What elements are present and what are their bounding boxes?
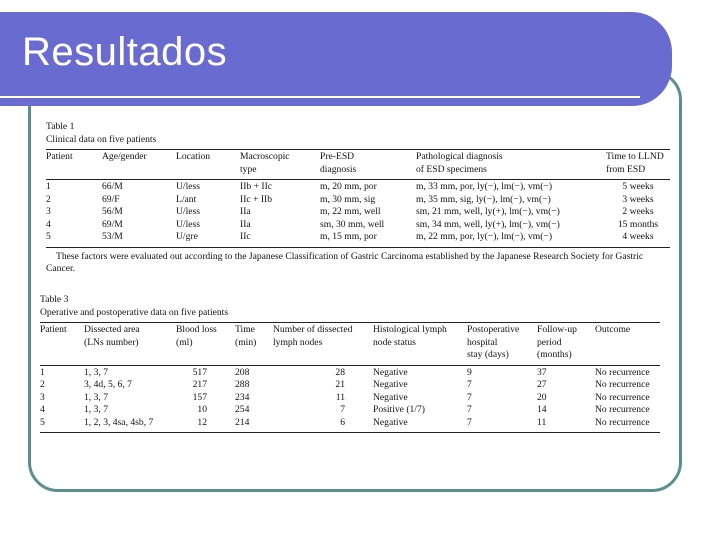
table-3-header: (ml) xyxy=(176,336,193,348)
table-1-header: from ESD xyxy=(606,163,646,175)
table-cell: m, 15 mm, por xyxy=(320,231,377,242)
table-cell: sm, 21 mm, well, ly(+), lm(−), vm(−) xyxy=(416,206,560,217)
title-underline xyxy=(0,96,640,98)
table-cell: U/gre xyxy=(176,231,198,242)
table-1-header: Time to LLND xyxy=(606,151,664,162)
table-3-header: Outcome xyxy=(595,324,631,335)
table-1-header: Age/gender xyxy=(102,151,147,162)
table-cell: m, 33 mm, por, ly(−), lm(−), vm(−) xyxy=(416,181,553,192)
table-cell: IIc + IIb xyxy=(240,193,273,205)
table-cell: 4 xyxy=(40,404,45,415)
table-cell: 7 xyxy=(340,404,345,415)
table-3-header: node status xyxy=(373,336,416,348)
table-cell: 11 xyxy=(335,391,345,403)
table-3-header: Follow-up xyxy=(537,324,577,335)
table-cell: sm, 30 mm, well xyxy=(320,218,385,230)
table-cell: IIa xyxy=(240,218,251,230)
table-cell: 69/F xyxy=(102,193,120,205)
table-cell: Negative xyxy=(373,366,408,378)
table-row xyxy=(40,417,660,430)
table-cell: 15 months xyxy=(617,218,659,230)
table-cell: 20 xyxy=(537,391,547,403)
table-cell: IIb + IIc xyxy=(240,181,273,192)
table-cell: U/less xyxy=(176,218,200,230)
table-cell: IIc xyxy=(240,231,251,242)
table-cell: 3, 4d, 5, 6, 7 xyxy=(84,379,132,390)
table-cell: 217 xyxy=(192,379,207,390)
table-cell: 9 xyxy=(467,366,472,378)
table-cell: 1, 2, 3, 4sa, 4sb, 7 xyxy=(84,416,154,428)
table-3-header: stay (days) xyxy=(467,349,509,360)
table-1-label: Table 1 xyxy=(46,121,75,132)
table-1-body xyxy=(46,181,670,244)
table-3-header: Number of dissected xyxy=(273,324,353,335)
table-3-header: Time xyxy=(235,324,255,335)
table-1-header: diagnosis xyxy=(320,163,357,175)
table-cell: Negative xyxy=(373,416,408,428)
table-1-header: Macroscopic xyxy=(240,151,290,162)
table-cell: 66/M xyxy=(102,181,123,192)
table-cell: Negative xyxy=(373,379,408,390)
table-cell: 1, 3, 7 xyxy=(84,391,108,403)
table-3-header: hospital xyxy=(467,336,498,348)
table-1-header: Patient xyxy=(46,151,73,162)
table-cell: 2 weeks xyxy=(622,206,654,217)
table-3-bottom-rule xyxy=(40,432,660,433)
table-cell: 56/M xyxy=(102,206,123,217)
table-cell: 4 weeks xyxy=(622,231,654,242)
table-cell: L/ant xyxy=(176,193,197,205)
table-cell: No recurrence xyxy=(595,404,650,415)
table-3 xyxy=(40,294,660,433)
table-cell: 517 xyxy=(192,366,207,378)
table-cell: 2 xyxy=(40,379,45,390)
table-cell: 1 xyxy=(40,366,45,378)
table-3-body xyxy=(40,367,660,430)
table-3-header-row xyxy=(40,349,660,362)
table-1-caption: Clinical data on five patients xyxy=(46,133,157,145)
table-cell: 5 xyxy=(40,416,45,428)
table-cell: 254 xyxy=(235,404,250,415)
table-cell: 7 xyxy=(467,416,472,428)
table-cell: U/less xyxy=(176,206,200,217)
table-3-header: Dissected area xyxy=(84,324,140,335)
table-cell: 7 xyxy=(467,404,472,415)
table-cell: m, 30 mm, sig xyxy=(320,193,376,205)
table-1-top-rule xyxy=(46,149,670,150)
table-1-bottom-rule xyxy=(46,247,670,248)
table-1-header: type xyxy=(240,163,257,175)
table-cell: 27 xyxy=(537,379,547,390)
table-3-caption: Operative and postoperative data on five patients xyxy=(40,306,229,318)
table-cell: 5 weeks xyxy=(622,181,654,192)
table-1-header: Pre-ESD xyxy=(320,151,355,162)
table-3-header: period xyxy=(537,336,562,348)
table-cell: 5 xyxy=(46,231,51,242)
table-cell: 10 xyxy=(197,404,207,415)
table-3-header: (months) xyxy=(537,349,572,360)
table-cell: Negative xyxy=(373,391,408,403)
table-cell: 7 xyxy=(467,379,472,390)
table-row xyxy=(46,206,670,219)
table-3-header: (LNs number) xyxy=(84,336,139,348)
table-cell: 3 weeks xyxy=(622,193,654,205)
table-1-header: Location xyxy=(176,151,211,162)
table-cell: No recurrence xyxy=(595,366,650,378)
table-cell: Positive (1/7) xyxy=(373,404,425,415)
table-cell: IIa xyxy=(240,206,251,217)
table-3-header: Patient xyxy=(40,324,67,335)
table-1 xyxy=(46,121,670,276)
table-cell: m, 35 mm, sig, ly(−), lm(−), vm(−) xyxy=(416,193,551,205)
table-1-header: of ESD specimens xyxy=(416,163,487,175)
table-cell: 1, 3, 7 xyxy=(84,366,108,378)
table-3-top-rule xyxy=(40,322,660,323)
table-cell: 21 xyxy=(335,379,345,390)
table-cell: No recurrence xyxy=(595,391,650,403)
table-row xyxy=(40,404,660,417)
table-3-header: Blood loss xyxy=(176,324,217,335)
table-row xyxy=(46,231,670,244)
table-cell: 12 xyxy=(197,416,207,428)
table-cell: U/less xyxy=(176,181,200,192)
table-cell: 234 xyxy=(235,391,250,403)
table-1-header-rule xyxy=(46,179,670,180)
table-row xyxy=(40,367,660,380)
table-cell: No recurrence xyxy=(595,416,650,428)
table-3-header-rule xyxy=(40,365,660,366)
table-cell: 14 xyxy=(537,404,547,415)
table-cell: sm, 34 mm, well, ly(+), lm(−), vm(−) xyxy=(416,218,560,230)
table-cell: 1, 3, 7 xyxy=(84,404,108,415)
table-3-header: Postoperative xyxy=(467,324,520,335)
table-3-header xyxy=(40,324,660,362)
table-cell: 288 xyxy=(235,379,250,390)
table-3-header-row xyxy=(40,324,660,337)
table-cell: 3 xyxy=(40,391,45,403)
table-cell: No recurrence xyxy=(595,379,650,390)
table-cell: 7 xyxy=(467,391,472,403)
table-1-footnote: These factors were evaluated out according to the Japanese Classification of Gastric Carcinoma established by the Japanese Research Society for Gastric Cancer. xyxy=(46,250,644,274)
table-cell: m, 22 mm, por, ly(−), lm(−), vm(−) xyxy=(416,231,553,242)
table-cell: m, 22 mm, well xyxy=(320,206,381,217)
table-cell: 28 xyxy=(335,366,345,378)
table-1-header-row xyxy=(46,151,670,164)
table-cell: 11 xyxy=(537,416,547,428)
table-cell: 2 xyxy=(46,193,51,205)
table-cell: 37 xyxy=(537,366,547,378)
table-cell: 157 xyxy=(192,391,207,403)
table-cell: m, 20 mm, por xyxy=(320,181,377,192)
table-cell: 69/M xyxy=(102,218,123,230)
table-row xyxy=(40,379,660,392)
table-cell: 6 xyxy=(340,416,345,428)
table-3-label: Table 3 xyxy=(40,294,69,305)
table-cell: 214 xyxy=(235,416,250,428)
table-3-header: Histological lymph xyxy=(373,324,447,335)
table-cell: 1 xyxy=(46,181,51,192)
table-row xyxy=(46,181,670,194)
table-1-header: Pathological diagnosis xyxy=(416,151,503,162)
table-cell: 4 xyxy=(46,218,51,230)
table-cell: 53/M xyxy=(102,231,123,242)
table-row xyxy=(46,194,670,207)
table-1-header-row-2 xyxy=(46,164,670,177)
table-row xyxy=(46,219,670,232)
table-3-header: lymph nodes xyxy=(273,336,323,348)
slide-title: Resultados xyxy=(22,30,228,74)
table-3-header: (min) xyxy=(235,336,257,348)
table-3-header-row xyxy=(40,337,660,350)
table-row xyxy=(40,392,660,405)
table-cell: 208 xyxy=(235,366,250,378)
table-cell: 3 xyxy=(46,206,51,217)
